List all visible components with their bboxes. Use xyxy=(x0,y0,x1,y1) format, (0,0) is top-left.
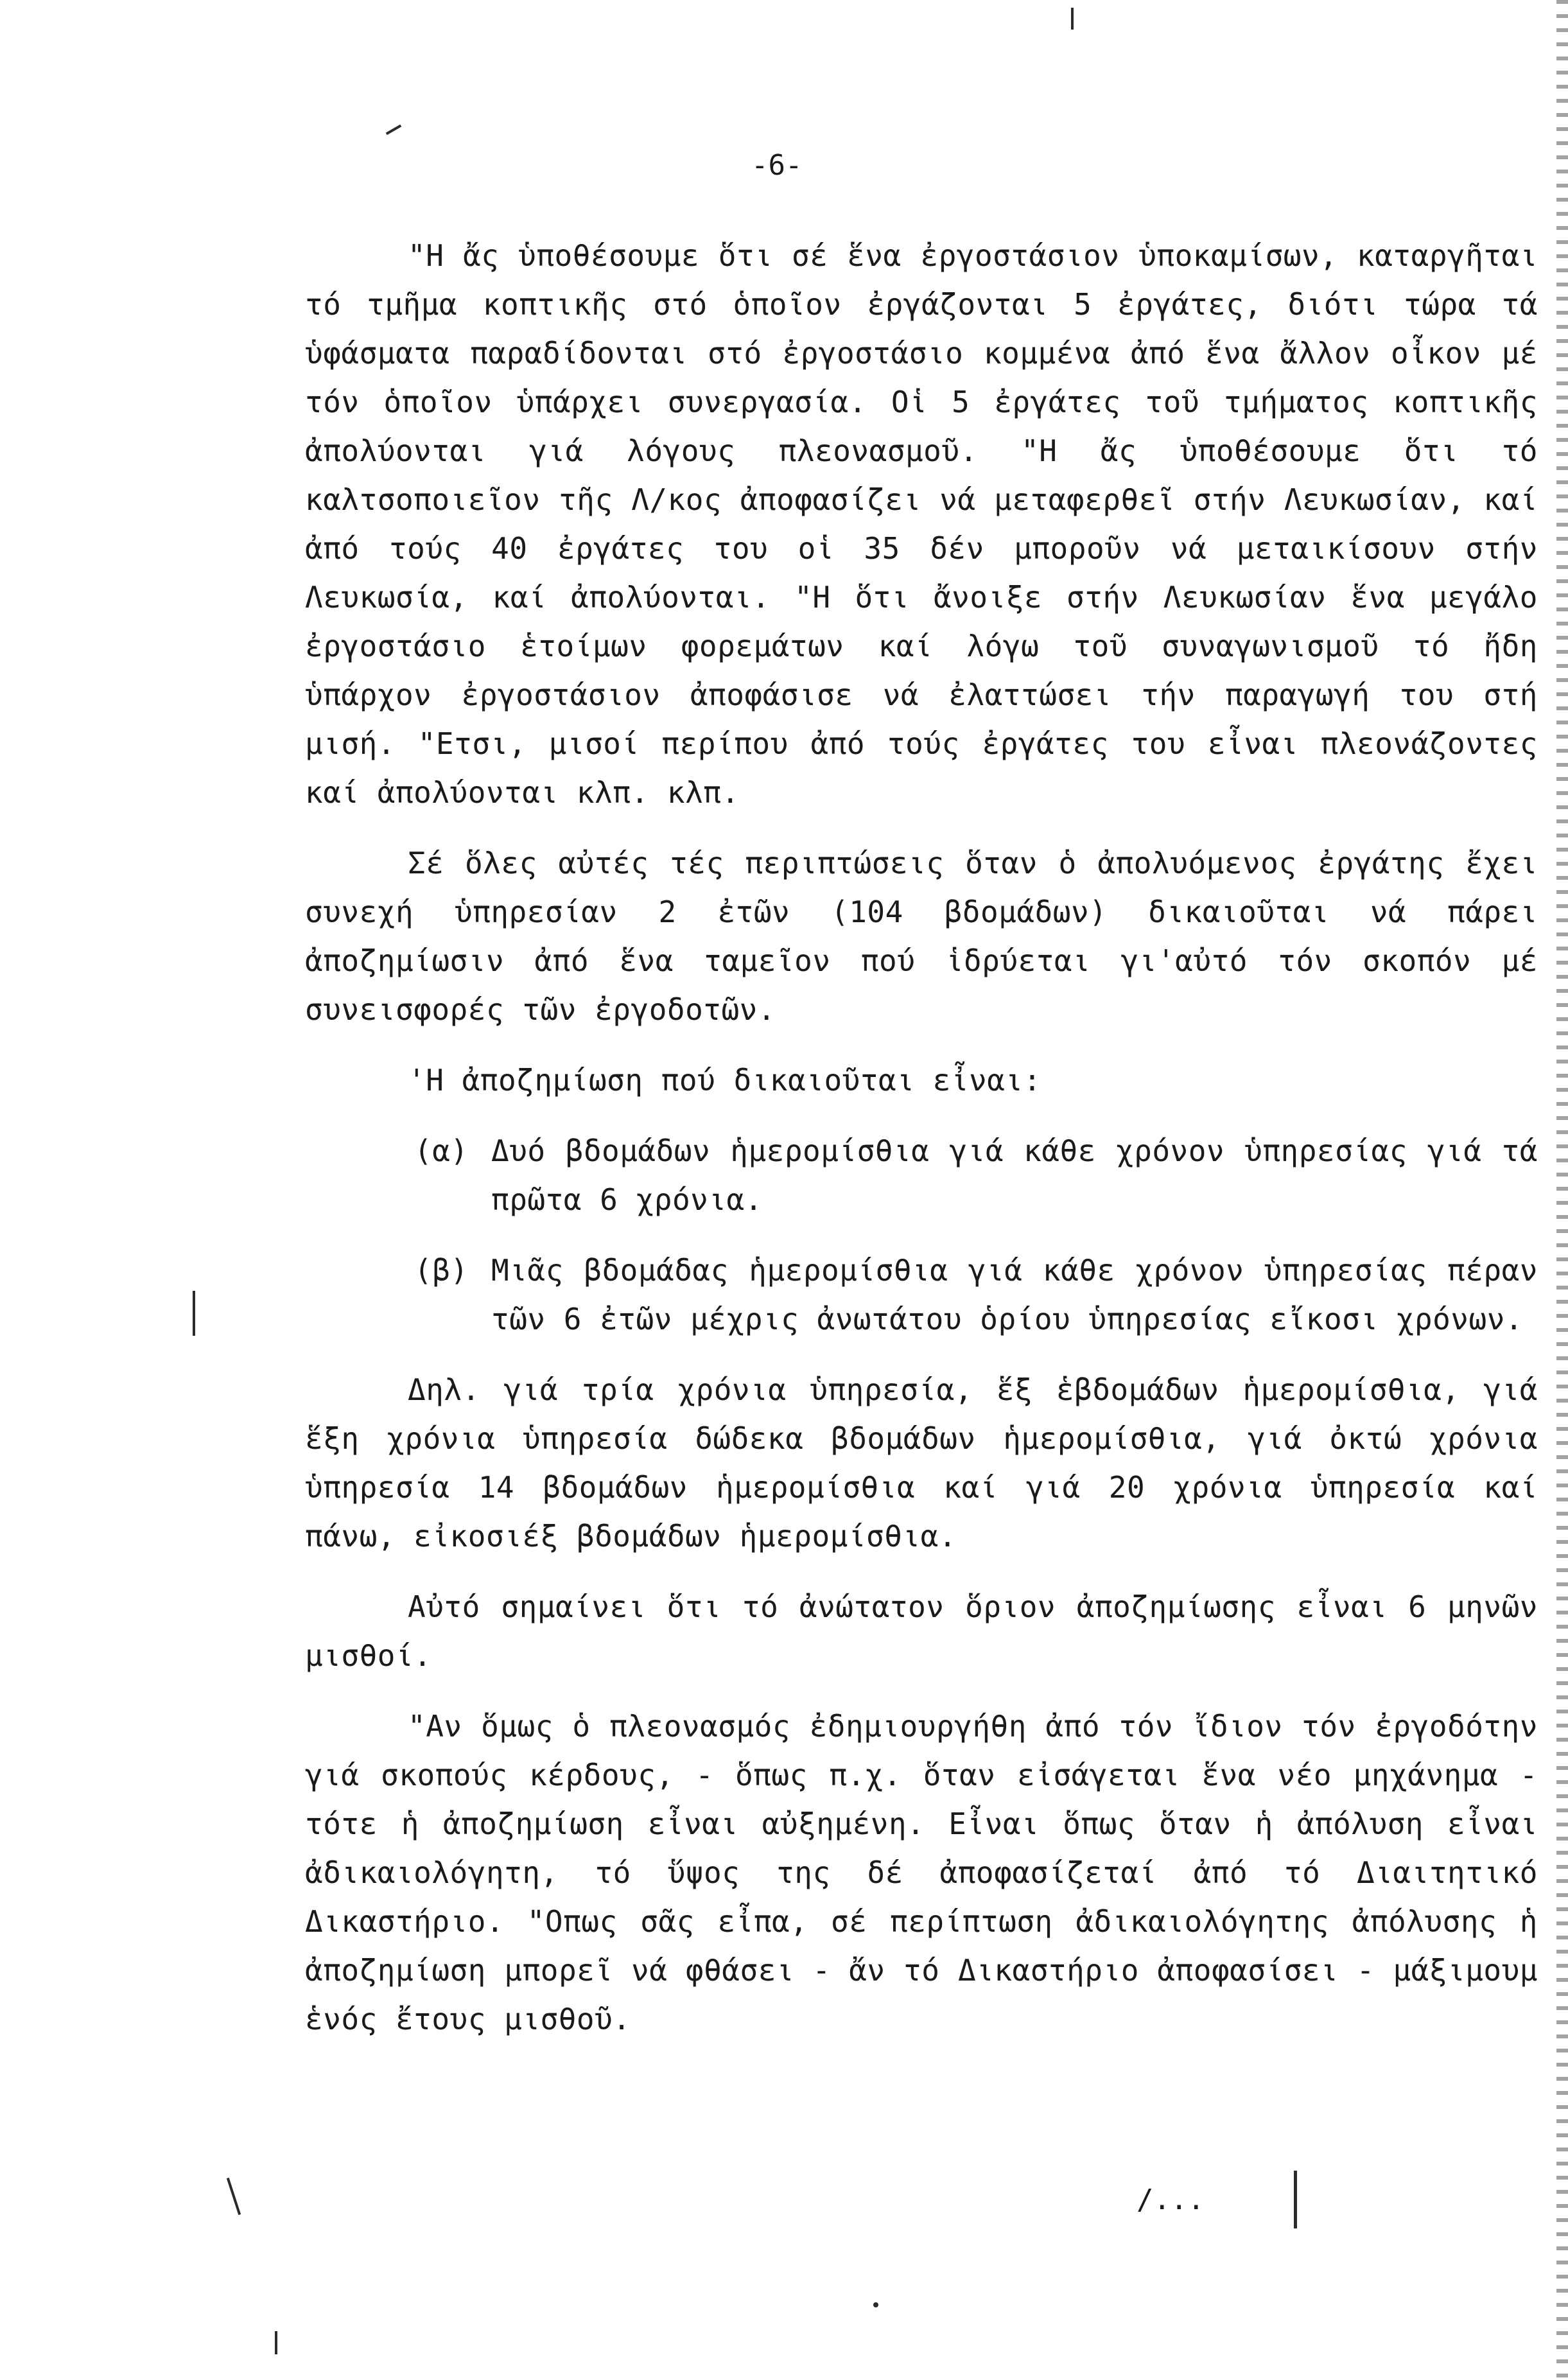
scan-mark xyxy=(227,2178,241,2215)
list-item-a xyxy=(305,1126,1538,1224)
scan-mark xyxy=(386,125,402,135)
scan-mark xyxy=(873,2302,878,2307)
scan-mark xyxy=(275,2331,277,2354)
paragraph-employer-created-redundancy: "Αν ὅμως ὁ πλεονασμός ἐδημιουργήθη ἀπό τόν ἴδιον τόν ἐργοδότην γιά σκοπούς κέρδους, - ὅπως π.χ. ὅταν εἰσάγεται ἕνα νέο μηχάνημα - τότε ἡ ἀποζημίωση εἶναι αὐξημένη. Εἶναι ὅπως ὅταν ἡ ἀπόλυση εἶναι ἀδικαιολόγητη, τό ὕψος της δέ ἀποφασίζεταί ἀπό τό Διαιτητικό Δικαστήριο. "Οπως σᾶς εἶπα, σέ περίπτωση ἀδικαιολόγητης ἀπόλυσης ἡ ἀποζημίωση μπορεῖ νά φθάσει - ἄν τό Δικαστήριο ἀποφασίσει - μάξιμουμ ἑνός ἔτους μισθοῦ. xyxy=(305,1709,1538,2036)
list-item-text: Μιᾶς βδομάδας ἡμερομίσθια γιά κάθε χρόνον ὑπηρεσίας πέραν τῶν 6 ἐτῶν μέχρις ἀνωτάτου ὁρίου ὑπηρεσίας εἴκοσι χρόνων. xyxy=(491,1253,1538,1336)
list-marker: (β) xyxy=(414,1253,469,1288)
paragraph-examples-calculation: Δηλ. γιά τρία χρόνια ὑπηρεσία, ἕξ ἑβδομάδων ἡμερομίσθια, γιά ἕξη χρόνια ὑπηρεσία δώδεκα βδομάδων ἡμερομίσθια, γιά ὀκτώ χρόνια ὑπηρεσία 14 βδομάδων ἡμερομίσθια καί γιά 20 χρόνια ὑπηρεσία καί πάνω, εἰκοσιέξ βδομάδων ἡμερομίσθια. xyxy=(305,1372,1538,1553)
continued-marker: /... xyxy=(1137,2183,1205,2216)
list-item-b xyxy=(305,1246,1538,1343)
scan-mark xyxy=(1294,2171,1297,2228)
paragraph-maximum-compensation: Αὐτό σημαίνει ὅτι τό ἀνώτατον ὅριον ἀποζημίωσης εἶναι 6 μηνῶν μισθοί. xyxy=(305,1589,1538,1673)
list-marker: (α) xyxy=(414,1133,469,1168)
list-item-text: Δυό βδομάδων ἡμερομίσθια γιά κάθε χρόνον ὑπηρεσίας γιά τά πρῶτα 6 χρόνια. xyxy=(491,1133,1538,1217)
compensation-intro: 'Η ἀποζημίωση πού δικαιοῦται εἶναι: xyxy=(408,1063,1041,1098)
page-number: -6- xyxy=(751,149,803,182)
scan-edge xyxy=(1556,0,1568,2380)
scan-mark xyxy=(1071,8,1074,30)
paragraph-compensation-eligibility: Σέ ὅλες αὐτές τές περιπτώσεις ὅταν ὁ ἀπολυόμενος ἐργάτης ἔχει συνεχή ὑπηρεσίαν 2 ἐτῶν (104 βδομάδων) δικαιοῦται νά πάρει ἀποζημίωσιν ἀπό ἕνα ταμεῖον πού ἱδρύεται γι'αὐτό τόν σκοπόν μέ συνεισφορές τῶν ἐργοδοτῶν. xyxy=(305,846,1538,1027)
document-body xyxy=(305,231,1538,2043)
paragraph-redundancy-examples: "Η ἄς ὑποθέσουμε ὅτι σέ ἕνα ἐργοστάσιον ὑποκαμίσων, καταργῆται τό τμῆμα κοπτικῆς στό ὁποῖον ἐργάζονται 5 ἐργάτες, διότι τώρα τά ὑφάσματα παραδίδονται στό ἐργοστάσιο κομμένα ἀπό ἕνα ἄλλον οἶκον μέ τόν ὁποῖον ὑπάρχει συνεργασία. Οἱ 5 ἐργάτες τοῦ τμήματος κοπτικῆς ἀπολύονται γιά λόγους πλεονασμοῦ. "Η ἄς ὑποθέσουμε ὅτι τό καλτσοποιεῖον τῆς Λ/κος ἀποφασίζει νά μεταφερθεῖ στήν Λευκωσίαν, καί ἀπό τούς 40 ἐργάτες του οἱ 35 δέν μποροῦν νά μεταικίσουν στήν Λευκωσία, καί ἀπολύονται. "Η ὅτι ἄνοιξε στήν Λευκωσίαν ἕνα μεγάλο ἐργοστάσιο ἑτοίμων φορεμάτων καί λόγω τοῦ συναγωνισμοῦ τό ἤδη ὑπάρχον ἐργοστάσιον ἀποφάσισε νά ἐλαττώσει τήν παραγωγή του στή μισή. "Ετσι, μισοί περίπου ἀπό τούς ἐργάτες του εἶναι πλεονάζοντες καί ἀπολύονται κλπ. κλπ. xyxy=(305,238,1538,810)
scan-mark xyxy=(193,1291,195,1336)
